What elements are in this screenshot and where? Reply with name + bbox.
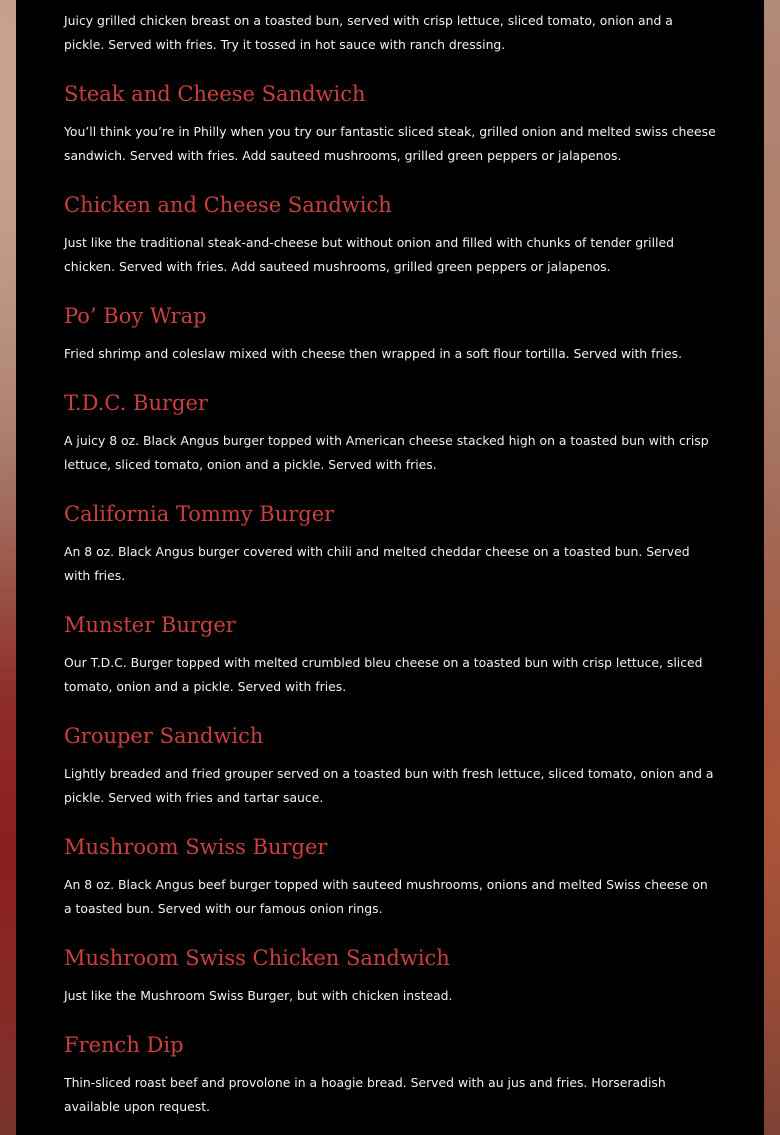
menu-item-mushroom-swiss-burger bbox=[64, 833, 716, 921]
item-title: French Dip bbox=[64, 1033, 184, 1057]
item-description: Just like the Mushroom Swiss Burger, but with chicken instead. bbox=[64, 988, 453, 1003]
item-description: Fried shrimp and coleslaw mixed with cheese then wrapped in a soft flour tortilla. Served with fries. bbox=[64, 346, 683, 361]
item-title: T.D.C. Burger bbox=[64, 391, 208, 415]
item-title: Po’ Boy Wrap bbox=[64, 304, 207, 328]
item-title: Steak and Cheese Sandwich bbox=[64, 82, 366, 106]
item-description: Just like the traditional steak-and-cheese but without onion and filled with chunks of tender grilled chicken. Served with fries. Add sauteed mushrooms, grilled green peppers or jalapenos. bbox=[64, 235, 674, 274]
item-description: Our T.D.C. Burger topped with melted crumbled bleu cheese on a toasted bun with crisp lettuce, sliced tomato, onion and a pickle. Served with fries. bbox=[64, 655, 703, 694]
menu-item-po-boy-wrap bbox=[64, 302, 716, 366]
menu-item-french-dip bbox=[64, 1031, 716, 1119]
item-description: A juicy 8 oz. Black Angus burger topped with American cheese stacked high on a toasted bun with crisp lettuce, sliced tomato, onion and a pickle. Served with fries. bbox=[64, 433, 709, 472]
item-title: California Tommy Burger bbox=[64, 502, 335, 526]
item-title: Chicken and Cheese Sandwich bbox=[64, 193, 392, 217]
item-description: Lightly breaded and fried grouper served on a toasted bun with fresh lettuce, sliced tomato, onion and a pickle. Served with fries and tartar sauce. bbox=[64, 766, 714, 805]
menu-item-steak-and-cheese bbox=[64, 80, 716, 168]
menu-item-grouper-sandwich bbox=[64, 722, 716, 810]
menu-item-munster-burger bbox=[64, 611, 716, 699]
item-title: Grouper Sandwich bbox=[64, 724, 264, 748]
menu-item-mushroom-swiss-chicken bbox=[64, 944, 716, 1008]
item-title: Mushroom Swiss Burger bbox=[64, 835, 328, 859]
menu-item-california-tommy-burger bbox=[64, 500, 716, 588]
item-description: Juicy grilled chicken breast on a toasted bun, served with crisp lettuce, sliced tomato, onion and a pickle. Served with fries. Try it tossed in hot sauce with ranch dressing. bbox=[64, 13, 673, 52]
item-description: You’ll think you’re in Philly when you try our fantastic sliced steak, grilled onion and melted swiss cheese sandwich. Served with fries. Add sauteed mushrooms, grilled green peppers or jalapenos. bbox=[64, 124, 716, 163]
menu-list bbox=[64, 9, 716, 1119]
item-description: Thin-sliced roast beef and provolone in a hoagie bread. Served with au jus and fries. Horseradish available upon request. bbox=[64, 1075, 666, 1114]
item-description: An 8 oz. Black Angus burger covered with chili and melted cheddar cheese on a toasted bun. Served with fries. bbox=[64, 544, 690, 583]
menu-item-chicken-and-cheese bbox=[64, 191, 716, 279]
item-title: Munster Burger bbox=[64, 613, 236, 637]
item-description: An 8 oz. Black Angus beef burger topped with sauteed mushrooms, onions and melted Swiss cheese on a toasted bun. Served with our famous onion rings. bbox=[64, 877, 708, 916]
menu-panel bbox=[16, 0, 764, 1135]
item-title: Mushroom Swiss Chicken Sandwich bbox=[64, 946, 450, 970]
menu-item-tdc-burger bbox=[64, 389, 716, 477]
